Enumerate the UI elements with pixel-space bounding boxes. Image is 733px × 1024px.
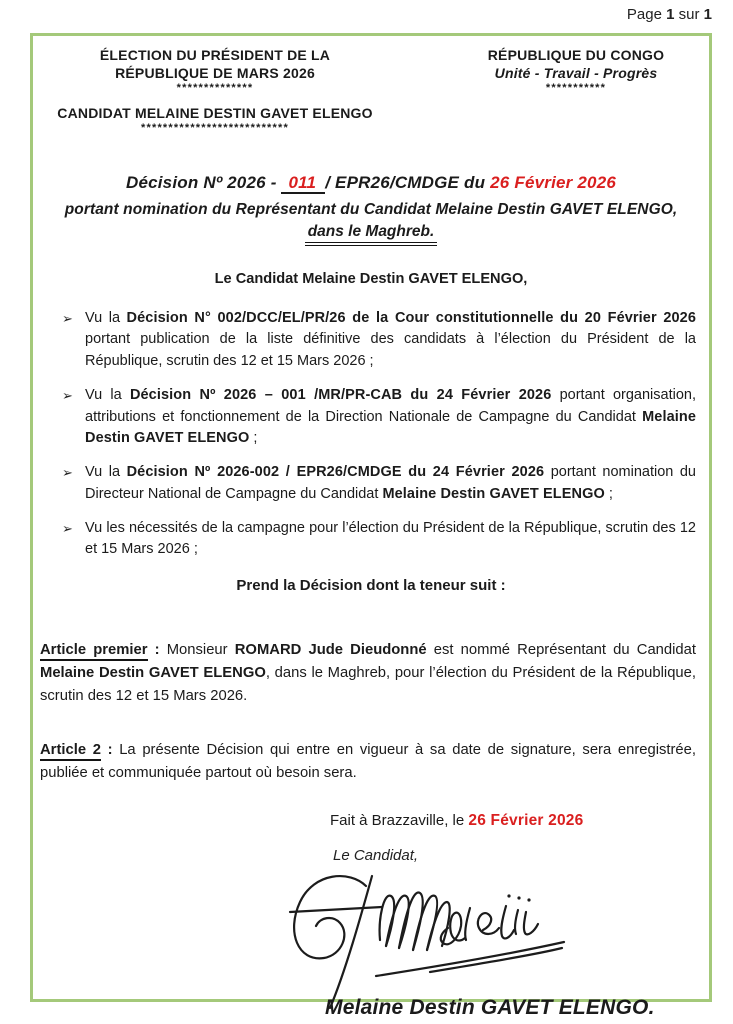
- page-total-number: 1: [703, 6, 712, 23]
- article-text: La présente Décision qui entre en vigueur à sa date de signature, sera enregistrée, publiée et communiquée partout où besoin sera.: [40, 741, 697, 781]
- bullet-text-post2: ;: [604, 485, 613, 502]
- arrow-bullet-icon: ➢: [62, 310, 73, 326]
- stars-divider-right: ***********: [545, 82, 607, 95]
- article-text: Monsieur: [166, 642, 235, 659]
- decision-number-slot: [281, 174, 325, 194]
- arrow-bullet-icon: ➢: [62, 520, 73, 536]
- closing-date: 26 Février 2026: [468, 811, 584, 829]
- election-title-line1: ÉLECTION DU PRÉSIDENT DE LA: [99, 47, 331, 63]
- closing-place: Fait à Brazzaville, le: [330, 811, 469, 829]
- article-premier-label: Article premier: [40, 642, 148, 661]
- stars-divider-left2: ***************************: [141, 122, 289, 135]
- page-current-number: 1: [666, 6, 675, 23]
- page-label-mid: sur: [674, 6, 704, 23]
- bullet-text-pre: Vu les nécessités de la campagne pour l’élection du Président de la République, scrutin des 12 et 15 Mars 2026 ;: [85, 519, 696, 558]
- bullet-text-bold: Décision N° 002/DCC/EL/PR/26 de la Cour constitutionnelle du 20 Février 2026: [126, 309, 696, 326]
- bullet-text-bold: Décision Nº 2026-002 / EPR26/CMDGE du 24 Février 2026: [126, 464, 545, 481]
- stars-divider-left1: **************: [176, 82, 254, 95]
- page-label-prefix: Page: [626, 6, 667, 23]
- decision-title-block: [33, 173, 709, 246]
- decision-lead-in: Prend la Décision dont la teneur suit :: [236, 577, 506, 595]
- signer-name: Melaine Destin GAVET ELENGO.: [325, 995, 655, 1019]
- closing-dateline: [330, 812, 709, 830]
- list-item: [33, 518, 696, 562]
- decision-number: 011: [288, 172, 317, 192]
- decision-subject-line: portant nomination du Représentant du Candidat Melaine Destin GAVET ELENGO,: [64, 200, 678, 218]
- list-item: [33, 462, 696, 506]
- republic-motto: Unité - Travail - Progrès: [494, 65, 658, 82]
- article-2-paragraph: [40, 739, 696, 785]
- bullet-text-pre: Vu la: [85, 386, 130, 403]
- bullet-text-pre: Vu la: [85, 464, 127, 481]
- bullet-text-bold2: Melaine Destin GAVET ELENGO: [85, 408, 696, 447]
- candidate-header-line: CANDIDAT MELAINE DESTIN GAVET ELENGO: [57, 105, 373, 122]
- header-right-block: [455, 46, 697, 135]
- signature-icon: [280, 866, 610, 1016]
- article-colon: :: [147, 642, 167, 659]
- arrow-bullet-icon: ➢: [62, 465, 73, 481]
- article-text: est nommé Représentant du Candidat: [426, 642, 696, 659]
- document-header: [33, 46, 709, 135]
- bullet-text-post2: ;: [249, 430, 258, 447]
- bullet-text-bold2: Melaine Destin GAVET ELENGO: [382, 485, 605, 502]
- decision-title-line1: [33, 173, 709, 194]
- bullet-text-pre: Vu la: [85, 309, 127, 326]
- candidate-name: Melaine Destin GAVET ELENGO: [40, 665, 266, 682]
- signer-role: Le Candidat,: [333, 846, 419, 864]
- bullet-text-post: portant organisation, attributions et fonctionnement de la Direction Nationale de Campagne du Candidat: [85, 386, 696, 425]
- document-border-box: [30, 33, 712, 1019]
- article-colon: :: [100, 741, 120, 758]
- decision-number-suffix: / EPR26/CMDGE du: [325, 172, 491, 192]
- republic-name: RÉPUBLIQUE DU CONGO: [487, 47, 665, 63]
- candidate-salutation: Le Candidat Melaine Destin GAVET ELENGO,: [214, 270, 528, 287]
- bullet-text-post: portant nomination du Directeur National de Campagne du Candidat: [85, 464, 696, 502]
- decision-number-prefix: Décision Nº 2026 -: [125, 172, 282, 192]
- arrow-bullet-icon: ➢: [62, 387, 73, 403]
- decision-scope-line: dans le Maghreb.: [305, 223, 438, 246]
- list-item: [33, 308, 696, 373]
- decision-scope-wrap: [33, 223, 709, 246]
- considerations-list: [33, 308, 709, 562]
- bullet-text-post: portant publication de la liste définitive des candidats à l’élection du Président de la République, scrutin des 12 et 15 Mars 2026 ;: [85, 331, 696, 370]
- appointee-name: ROMARD Jude Dieudonné: [234, 642, 427, 659]
- header-left-block: [39, 46, 391, 135]
- list-item: [33, 385, 696, 450]
- page-number-label: [627, 6, 712, 23]
- article-2-label: Article 2: [40, 742, 101, 761]
- election-title-line2: RÉPUBLIQUE DE MARS 2026: [115, 65, 315, 82]
- decision-date: 26 Février 2026: [490, 172, 617, 192]
- article-text: , dans le Maghreb, pour l’élection du Président de la République, scrutin des 12 et 15 Mars 2026.: [40, 665, 697, 705]
- article-premier-paragraph: [40, 639, 696, 708]
- signature-block: [280, 866, 709, 994]
- bullet-text-bold: Décision Nº 2026 – 001 /MR/PR-CAB du 24 Février 2026: [129, 386, 552, 403]
